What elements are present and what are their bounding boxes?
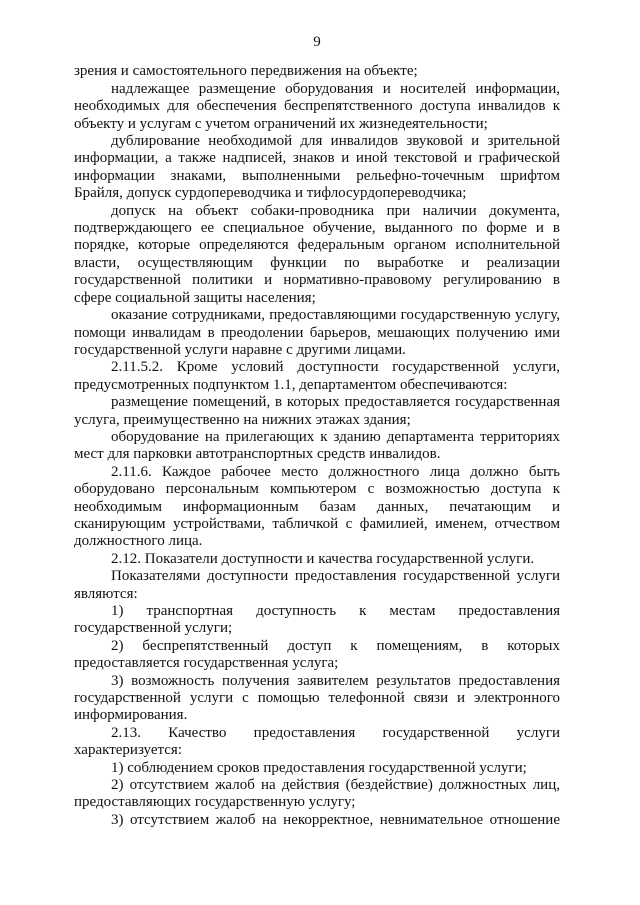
paragraph: 3) возможность получения заявителем результатов предоставления государственной услуги с помощью телефонной связи и электронного информирования. [74,672,560,724]
paragraph: 1) транспортная доступность к местам предоставления государственной услуги; [74,603,560,637]
paragraph: оказание сотрудниками, предоставляющими государственную услугу, помощи инвалидам в преодолении барьеров, мешающих получению ими государственной услуги наравне с другими лицами. [74,307,560,358]
paragraph: 2) беспрепятственный доступ к помещениям, в которых предоставляется государственная услуга; [74,637,560,672]
body-text [74,63,560,829]
paragraph: допуск на объект собаки-проводника при наличии документа, подтверждающего ее специальное обучение, выданного по форме и в порядке, которые определяются федеральным органом исполнительной власти, осуществляющим функции по выработке и реализации государственной политики и нормативно-правовому регулированию в сфере социальной защиты населения; [74,202,560,306]
paragraph: размещение помещений, в которых предоставляется государственная услуга, преимущественно на нижних этажах здания; [74,394,560,428]
paragraph: надлежащее размещение оборудования и носителей информации, необходимых для обеспечения беспрепятственного доступа инвалидов к объекту и услугам с учетом ограничений их жизнедеятельности; [74,80,560,132]
paragraph: 2.11.6. Каждое рабочее место должностного лица должно быть оборудовано персональным компьютером с возможностью доступа к необходимым информационным базам данных, печатающим и сканирующим устройствами, табличкой с фамилией, именем, отчеством должностного лица. [74,463,560,550]
paragraph: дублирование необходимой для инвалидов звуковой и зрительной информации, а также надписей, знаков и иной текстовой и графической информации знаками, выполненными рельефно-точечным шрифтом Брайля, допуск сурдопереводчика и тифлосурдопереводчика; [74,133,560,202]
paragraph: 2) отсутствием жалоб на действия (бездействие) должностных лиц, предоставляющих государственную услугу; [74,777,560,811]
paragraph: 3) отсутствием жалоб на некорректное, невнимательное отношение [111,811,560,828]
paragraph: 2.11.5.2. Кроме условий доступности государственной услуги, предусмотренных подпунктом 1.1, департаментом обеспечиваются: [74,359,560,393]
paragraph: Показателями доступности предоставления государственной услуги являются: [74,568,560,602]
page-number: 9 [313,34,321,50]
paragraph: оборудование на прилегающих к зданию департамента территориях мест для парковки автотранспортных средств инвалидов. [74,428,560,463]
paragraph: 2.12. Показатели доступности и качества государственной услуги. [111,550,535,567]
paragraph: 1) соблюдением сроков предоставления государственной услуги; [111,759,527,776]
paragraph: 2.13. Качество предоставления государственной услуги характеризуется: [74,724,560,759]
paragraph: зрения и самостоятельного передвижения на объекте; [74,63,418,80]
